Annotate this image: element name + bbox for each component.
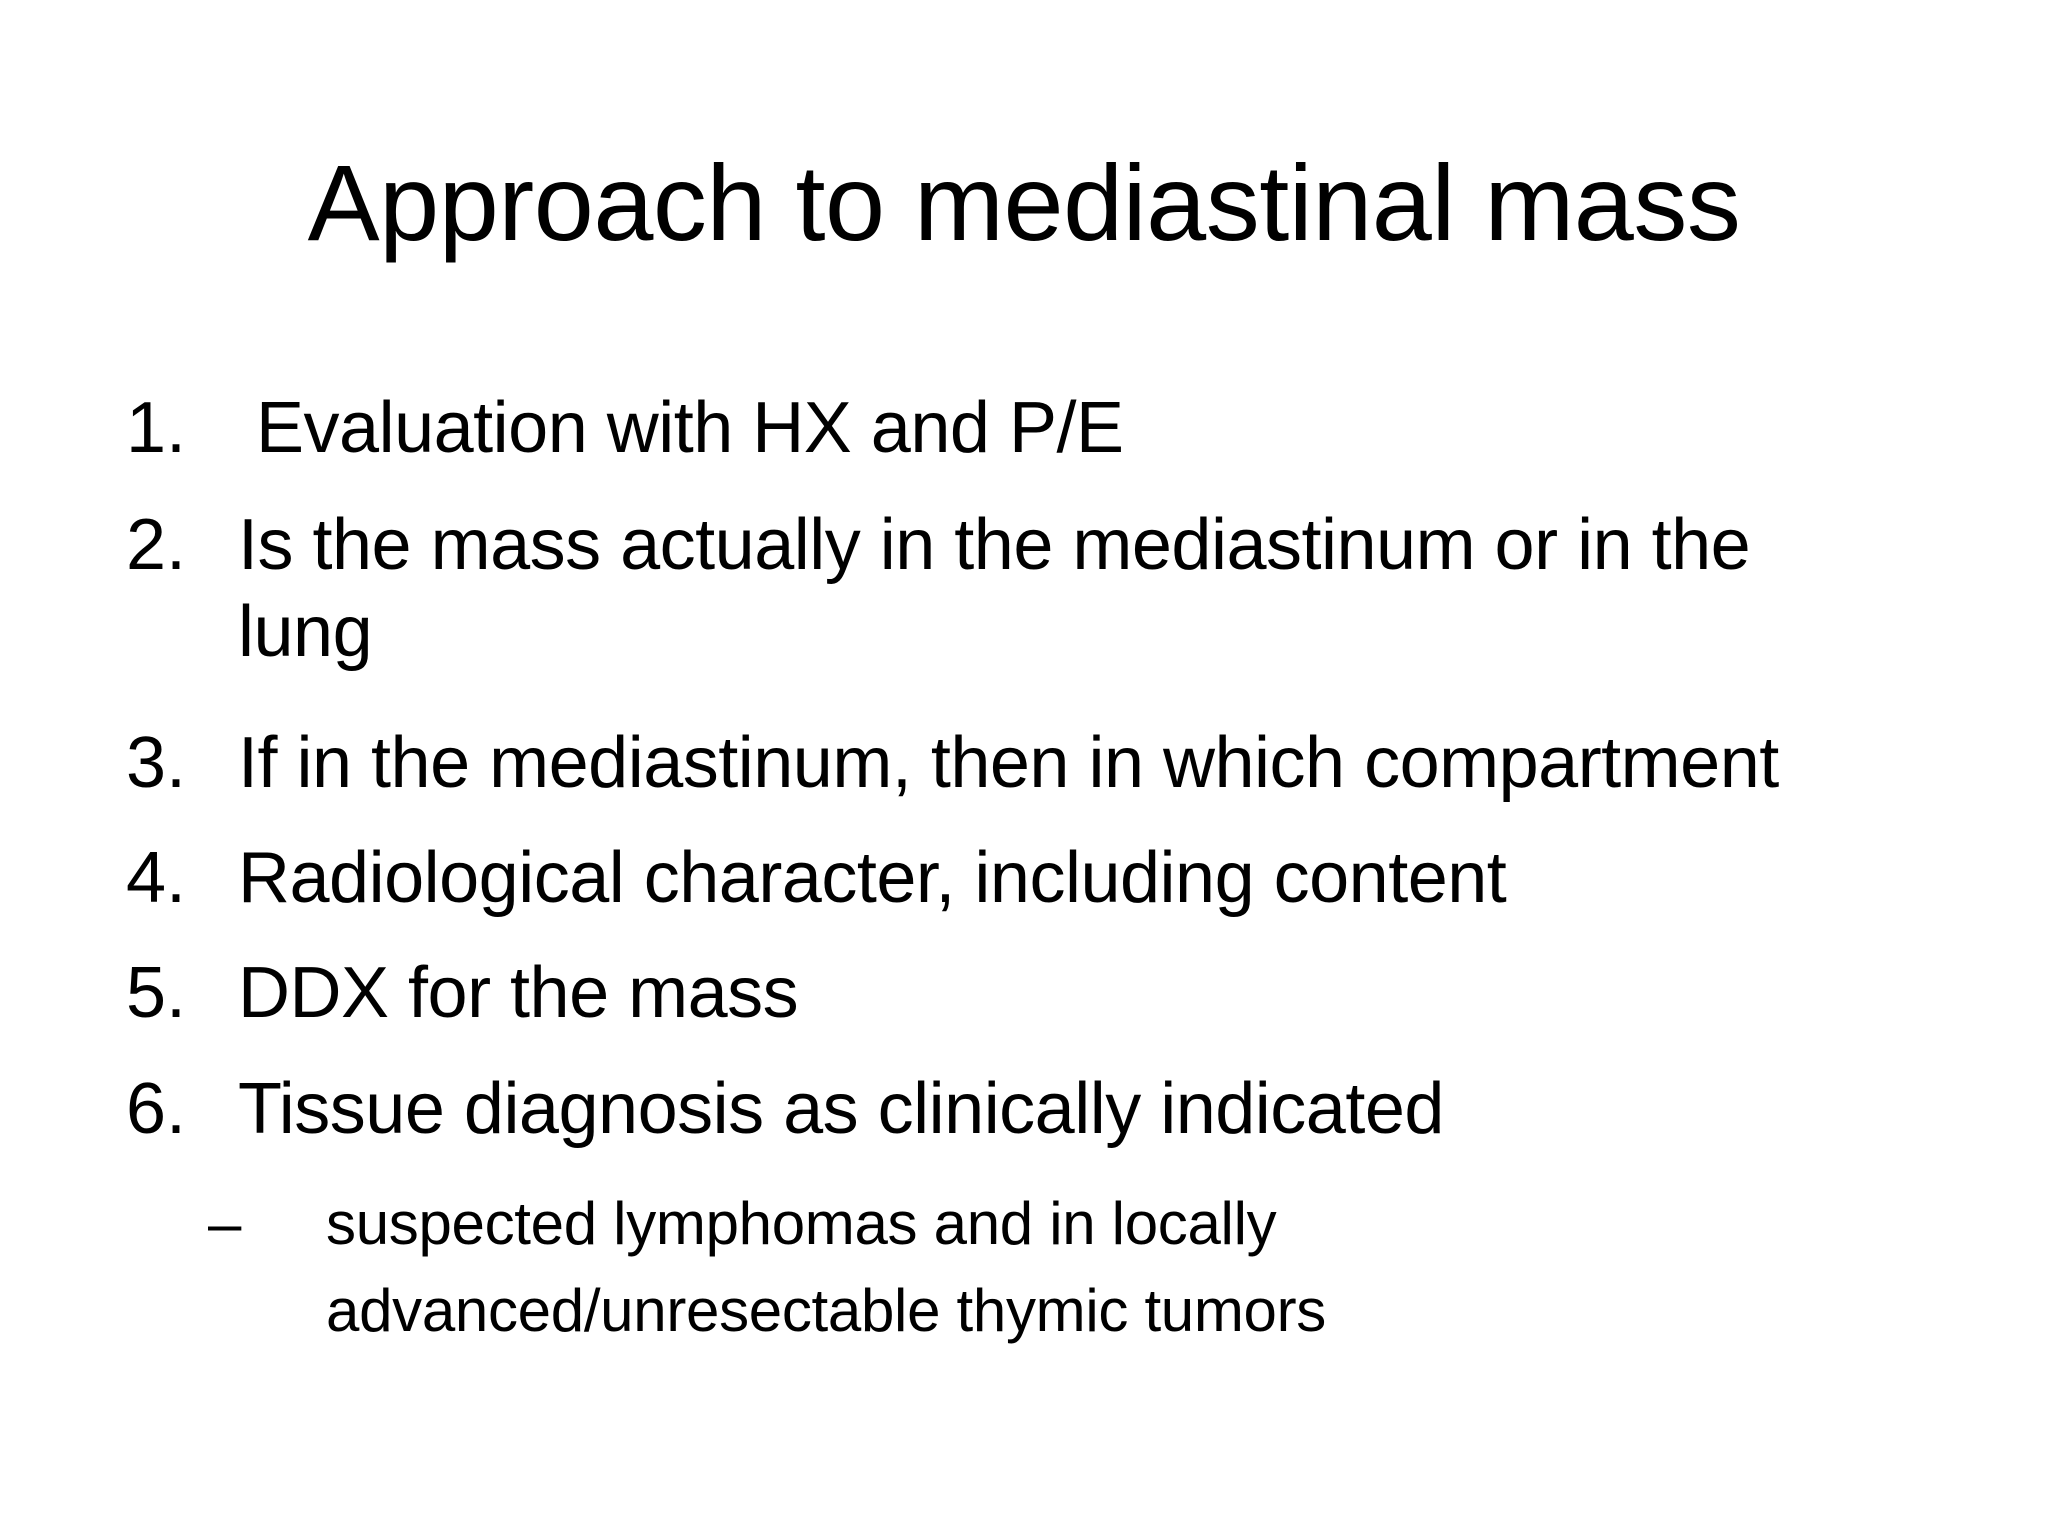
list-item-text: Evaluation with HX and P/E [256,388,1124,468]
sub-list-dash: – [208,1190,242,1257]
list-item-text: If in the mediastinum, then in which compartment [238,723,1779,803]
list-item-number: 2. [126,505,187,585]
list-item-text: Is the mass actually in the mediastinum or in the lung [238,505,1751,672]
list-item-number: 1. [126,388,187,468]
list-item-number: 6. [126,1069,187,1149]
list-item-text: Radiological character, including content [238,838,1507,918]
slide-title: Approach to mediastinal mass [307,142,1741,263]
sub-list-item-text: suspected lymphomas and in locally advanced/unresectable thymic tumors [326,1190,1327,1344]
list-item-number: 4. [126,838,187,918]
list-item-number: 5. [126,953,187,1033]
list-item-text: DDX for the mass [238,953,799,1033]
list-item-text: Tissue diagnosis as clinically indicated [238,1069,1444,1149]
list-item-number: 3. [126,723,187,803]
